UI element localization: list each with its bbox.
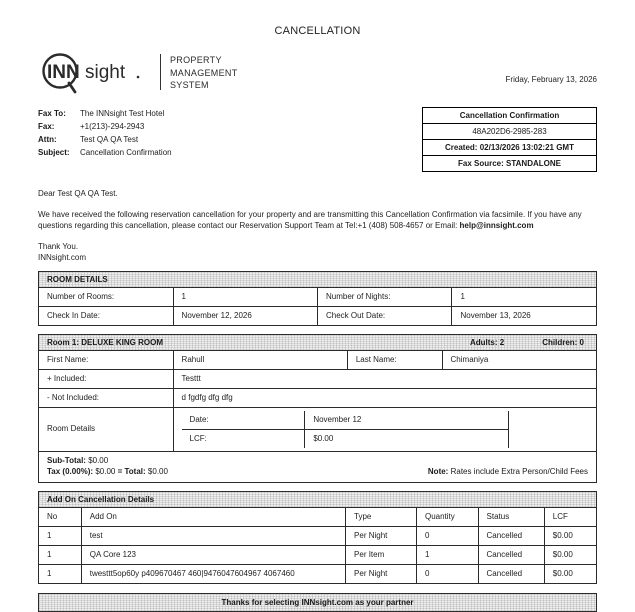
addon-col-addon: Add On <box>81 508 345 527</box>
addon-row-no: 1 <box>39 564 81 583</box>
confirmation-created: Created: 02/13/2026 13:02:21 GMT <box>423 140 596 156</box>
addon-cancellation-header <box>39 492 596 508</box>
check-out-date-value: November 13, 2026 <box>452 306 596 325</box>
addon-row-name: test <box>81 526 345 545</box>
letter-closing-2: INNsight.com <box>38 252 87 262</box>
addon-row-quantity: 0 <box>416 564 478 583</box>
addon-cancellation-section <box>38 491 597 584</box>
addon-row-status: Cancelled <box>478 545 544 564</box>
fax-number-value: +1(213)-294-2943 <box>80 122 145 131</box>
addon-row-no: 1 <box>39 545 81 564</box>
confirmation-heading: Cancellation Confirmation <box>423 108 596 124</box>
last-name-label: Last Name: <box>347 351 442 370</box>
addon-row-type: Per Item <box>346 545 417 564</box>
table-row <box>39 526 596 545</box>
tax-value: $0.00 <box>95 467 116 476</box>
fax-to-value: The INNsight Test Hotel <box>80 109 165 118</box>
room-detail-spacer-cell <box>508 411 588 448</box>
letter-closing-1: Thank You. <box>38 241 79 251</box>
addon-row-type: Per Night <box>346 526 417 545</box>
fax-attn-row <box>38 133 368 146</box>
room-details-heading: ROOM DETAILS <box>47 274 108 284</box>
confirmation-box <box>422 107 597 172</box>
brand-tagline-line-2: MANAGEMENT <box>170 67 238 78</box>
sub-total-label: Sub-Total: <box>47 455 86 465</box>
fax-to-label: Fax To: <box>38 109 66 118</box>
room-totals <box>39 451 596 482</box>
brand-block <box>38 53 238 95</box>
room-totals-left <box>47 455 168 478</box>
room-date-label: Date: <box>182 411 305 430</box>
addon-row-lcf: $0.00 <box>544 526 596 545</box>
addon-table-header-row <box>39 508 596 527</box>
fax-subject-value: Cancellation Confirmation <box>80 148 172 157</box>
addon-col-quantity: Quantity <box>416 508 478 527</box>
brand-tagline-line-1: PROPERTY <box>170 55 222 65</box>
room-1-occupancy <box>470 338 588 347</box>
meta-row <box>38 107 597 172</box>
room-totals-note <box>428 455 588 478</box>
sub-total-value: $0.00 <box>88 455 109 465</box>
check-in-date-value: November 12, 2026 <box>173 306 317 325</box>
brand-tagline <box>170 53 238 92</box>
room-details-section <box>38 271 597 326</box>
support-email: help@innsight.com <box>459 221 534 230</box>
number-of-rooms-value: 1 <box>173 288 317 307</box>
tax-total-line <box>47 466 168 478</box>
brand-divider <box>160 54 161 90</box>
table-row <box>39 407 596 451</box>
fax-number-row <box>38 120 368 133</box>
room-details-header <box>39 272 596 288</box>
room-1-header <box>39 335 596 351</box>
not-included-value: d fgdfg dfg dfg <box>173 388 596 407</box>
room-lcf-label: LCF: <box>182 429 305 448</box>
check-in-date-label: Check In Date: <box>39 306 173 325</box>
number-of-nights-label: Number of Nights: <box>317 288 452 307</box>
brand-tagline-line-3: SYSTEM <box>170 80 209 90</box>
letter-paragraph <box>38 209 597 232</box>
magnifier-logo-icon <box>38 53 156 95</box>
check-out-date-label: Check Out Date: <box>317 306 452 325</box>
room-details-table <box>39 288 596 325</box>
addon-row-lcf: $0.00 <box>544 545 596 564</box>
addon-row-status: Cancelled <box>478 526 544 545</box>
table-row <box>39 545 596 564</box>
included-label: + Included: <box>39 369 173 388</box>
table-row <box>39 369 596 388</box>
addon-col-status: Status <box>478 508 544 527</box>
page-title: CANCELLATION <box>274 25 361 37</box>
room-date-value: November 12 <box>305 411 508 430</box>
room-details-sub-label: Room Details <box>39 407 173 451</box>
fax-attn-label: Attn: <box>38 135 57 144</box>
table-row <box>39 388 596 407</box>
addon-row-lcf: $0.00 <box>544 564 596 583</box>
sub-total-line <box>47 455 168 467</box>
room-1-section <box>38 334 597 483</box>
total-label: Total: <box>124 467 146 476</box>
addon-row-name: twesttt5op60y p409670467 460|9476047604967 4067460 <box>81 564 345 583</box>
fax-subject-row <box>38 146 368 159</box>
letter-paragraph-text: We have received the following reservation cancellation for your property and are transmitting this Cancellation Confirmation via facsimile. If you have any questions regarding this cancellation, please contact our Reservation Support Team at Tel:+1 (408) 508-4657 or Email: <box>38 209 582 230</box>
room-lcf-value: $0.00 <box>305 429 508 448</box>
svg-text:INN: INN <box>47 62 80 83</box>
table-row <box>182 411 588 430</box>
included-value: Testtt <box>173 369 596 388</box>
letter-body <box>38 188 597 263</box>
svg-text:sight: sight <box>85 62 126 83</box>
fax-meta <box>38 107 368 159</box>
fax-attn-value: Test QA QA Test <box>80 135 139 144</box>
equals-sign: = <box>117 467 123 476</box>
tax-label: Tax (0.00%): <box>47 467 94 476</box>
not-included-label: - Not Included: <box>39 388 173 407</box>
addon-row-quantity: 1 <box>416 545 478 564</box>
table-row <box>39 564 596 583</box>
table-row <box>39 351 596 370</box>
first-name-value: Rahull <box>173 351 347 370</box>
document-date: Friday, February 13, 2026 <box>505 75 597 84</box>
addon-row-type: Per Night <box>346 564 417 583</box>
addon-row-no: 1 <box>39 526 81 545</box>
room-details-subtable <box>182 411 588 448</box>
fax-number-label: Fax: <box>38 122 55 131</box>
footer-banner: Thanks for selecting INNsight.com as your partner <box>38 593 597 612</box>
last-name-value: Chimaniya <box>442 351 596 370</box>
note-label: Note: <box>427 466 449 476</box>
addon-col-no: No <box>39 508 81 527</box>
room-1-heading: Room 1: DELUXE KING ROOM <box>47 337 164 347</box>
addon-row-status: Cancelled <box>478 564 544 583</box>
room-details-subtable-cell <box>173 407 596 451</box>
letter-salutation: Dear Test QA QA Test. <box>38 189 118 198</box>
addon-cancellation-heading: Add On Cancellation Details <box>47 494 155 504</box>
room-1-children: Children: 0 <box>542 337 584 347</box>
letterhead <box>38 53 597 95</box>
fax-subject-label: Subject: <box>38 148 70 157</box>
number-of-rooms-label: Number of Rooms: <box>39 288 173 307</box>
confirmation-number: 48A202D6-2985-283 <box>423 124 596 140</box>
first-name-label: First Name: <box>39 351 173 370</box>
confirmation-fax-source: Fax Source: STANDALONE <box>458 159 561 168</box>
table-row <box>39 288 596 307</box>
table-row <box>39 306 596 325</box>
number-of-nights-value: 1 <box>452 288 596 307</box>
addon-table <box>39 508 596 583</box>
total-value: $0.00 <box>147 467 168 476</box>
addon-col-type: Type <box>346 508 417 527</box>
innsight-logo <box>38 53 156 95</box>
addon-row-name: QA Core 123 <box>81 545 345 564</box>
note-text: Rates include Extra Person/Child Fees <box>450 466 588 476</box>
room-1-table <box>39 351 596 451</box>
addon-col-lcf: LCF <box>544 508 596 527</box>
addon-row-quantity: 0 <box>416 526 478 545</box>
fax-to-row <box>38 107 368 120</box>
room-1-adults: Adults: 2 <box>469 337 505 347</box>
